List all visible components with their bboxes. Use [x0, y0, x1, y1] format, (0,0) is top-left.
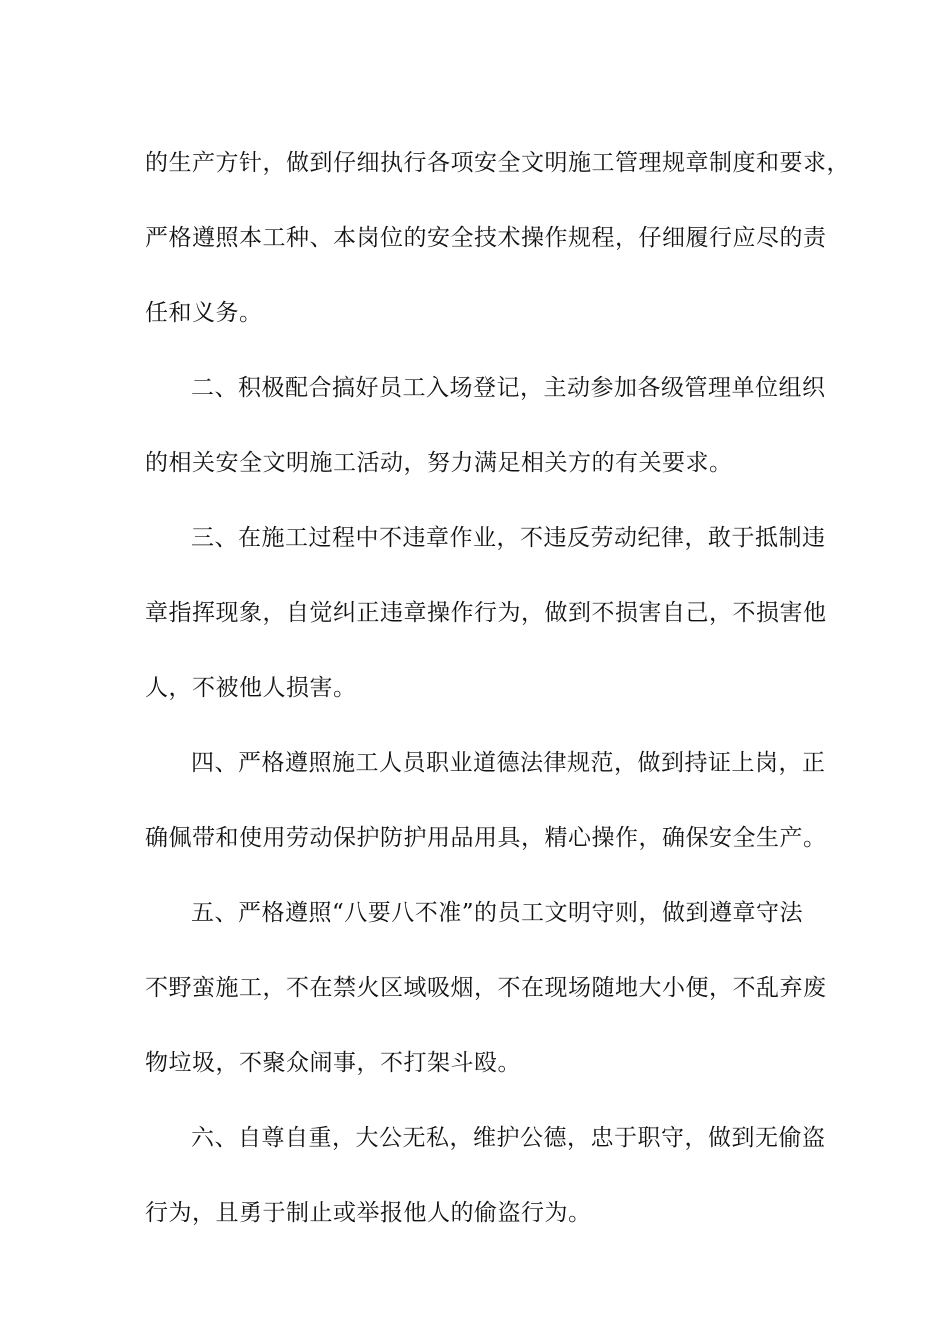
text-line: 不野蛮施工，不在禁火区域吸烟，不在现场随地大小便，不乱弃废 [145, 975, 827, 1001]
text-line: 物垃圾，不聚众闹事，不打架斗殴。 [145, 1050, 521, 1076]
text-line: 二、积极配合搞好员工入场登记，主动参加各级管理单位组织 [191, 375, 826, 401]
text-line: 五、严格遵照“八要八不准”的员工文明守则，做到遵章守法 [191, 900, 804, 926]
document-body [145, 126, 850, 1251]
paragraph-5 [145, 876, 835, 1101]
text-line: 确佩带和使用劳动保护防护用品用具，精心操作，确保安全生产。 [145, 825, 827, 851]
paragraph-6 [145, 1101, 835, 1251]
text-line: 四、严格遵照施工人员职业道德法律规范，做到持证上岗，正 [191, 750, 826, 776]
paragraph-2 [145, 351, 835, 501]
text-line: 行为，且勇于制止或举报他人的偷盗行为。 [145, 1200, 592, 1226]
text-line: 六、自尊自重，大公无私，维护公德，忠于职守，做到无偷盗 [191, 1125, 826, 1151]
text-line: 人，不被他人损害。 [145, 675, 357, 701]
paragraph-continuation [145, 126, 850, 351]
paragraph-3 [145, 501, 835, 726]
text-line: 章指挥现象，自觉纠正违章操作行为，做到不损害自己，不损害他 [145, 600, 827, 626]
text-line: 三、在施工过程中不违章作业，不违反劳动纪律，敢于抵制违 [191, 525, 826, 551]
text-line: 的相关安全文明施工活动，努力满足相关方的有关要求。 [145, 450, 733, 476]
text-line: 的生产方针，做到仔细执行各项安全文明施工管理规章制度和要求， [145, 150, 850, 176]
text-line: 任和义务。 [145, 300, 263, 326]
paragraph-4 [145, 726, 835, 876]
text-line: 严格遵照本工种、本岗位的安全技术操作规程，仔细履行应尽的责 [145, 225, 827, 251]
